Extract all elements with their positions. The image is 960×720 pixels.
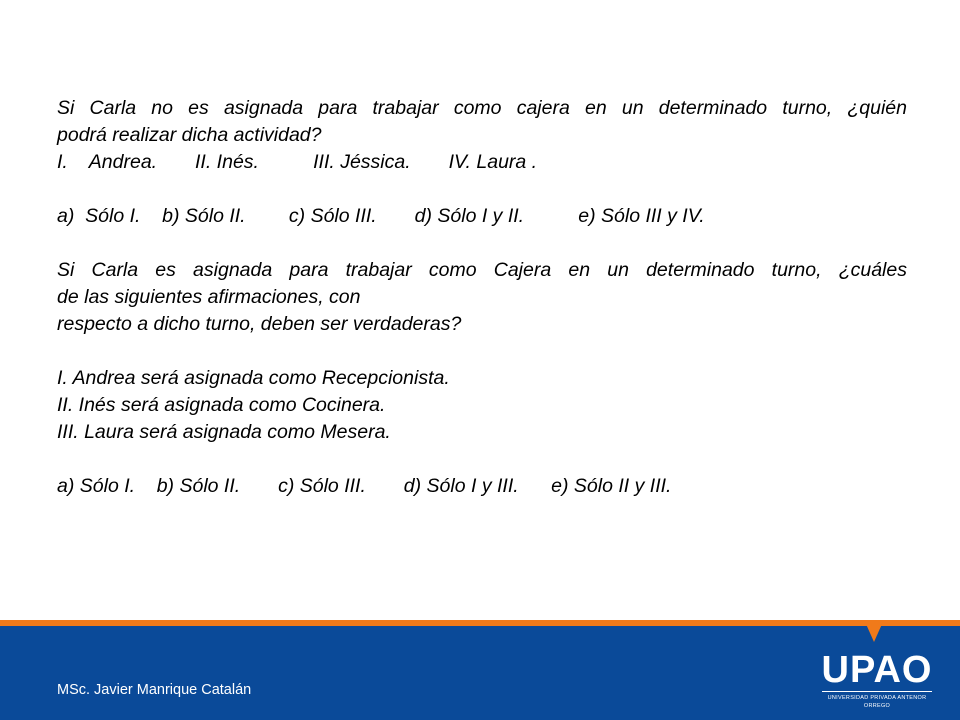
logo-subtitle: UNIVERSIDAD PRIVADA ANTENOR ORREGO [827,695,927,709]
question2-options: a) Sólo I. b) Sólo II. c) Sólo III. d) Sólo I y III. e) Sólo II y III. [57,475,672,497]
spacer [57,176,907,203]
slide-body [57,95,907,500]
logo-wordmark: UPAO [821,649,933,691]
question1-items: I. Andrea. II. Inés. III. Jéssica. IV. Laura . [57,151,538,173]
question2-stem-line3: respecto a dicho turno, deben ser verdaderas? [57,313,462,335]
question2-statement: III. Laura será asignada como Mesera. [57,421,391,443]
logo-divider [822,691,932,692]
question2-statement: I. Andrea será asignada como Recepcionista. [57,367,450,389]
question1-stem-line1: Si Carla no es asignada para trabajar como cajera en un determinado turno, ¿quién [57,97,907,119]
footer-bar [0,620,960,720]
footer-accent-stripe [0,620,960,626]
upao-logo [818,649,936,709]
spacer [57,446,907,473]
spacer [57,230,907,257]
footer-notch-marker [866,624,882,642]
question1-options: a) Sólo I. b) Sólo II. c) Sólo III. d) Sólo I y II. e) Sólo III y IV. [57,205,705,227]
question1-stem-line2: podrá realizar dicha actividad? [57,124,322,146]
question2-statement: II. Inés será asignada como Cocinera. [57,394,386,416]
question2-stem-line2: de las siguientes afirmaciones, con [57,286,361,308]
spacer [57,338,907,365]
question2-stem-line1: Si Carla es asignada para trabajar como Cajera en un determinado turno, ¿cuáles [57,259,907,281]
author-name: MSc. Javier Manrique Catalán [57,682,252,698]
